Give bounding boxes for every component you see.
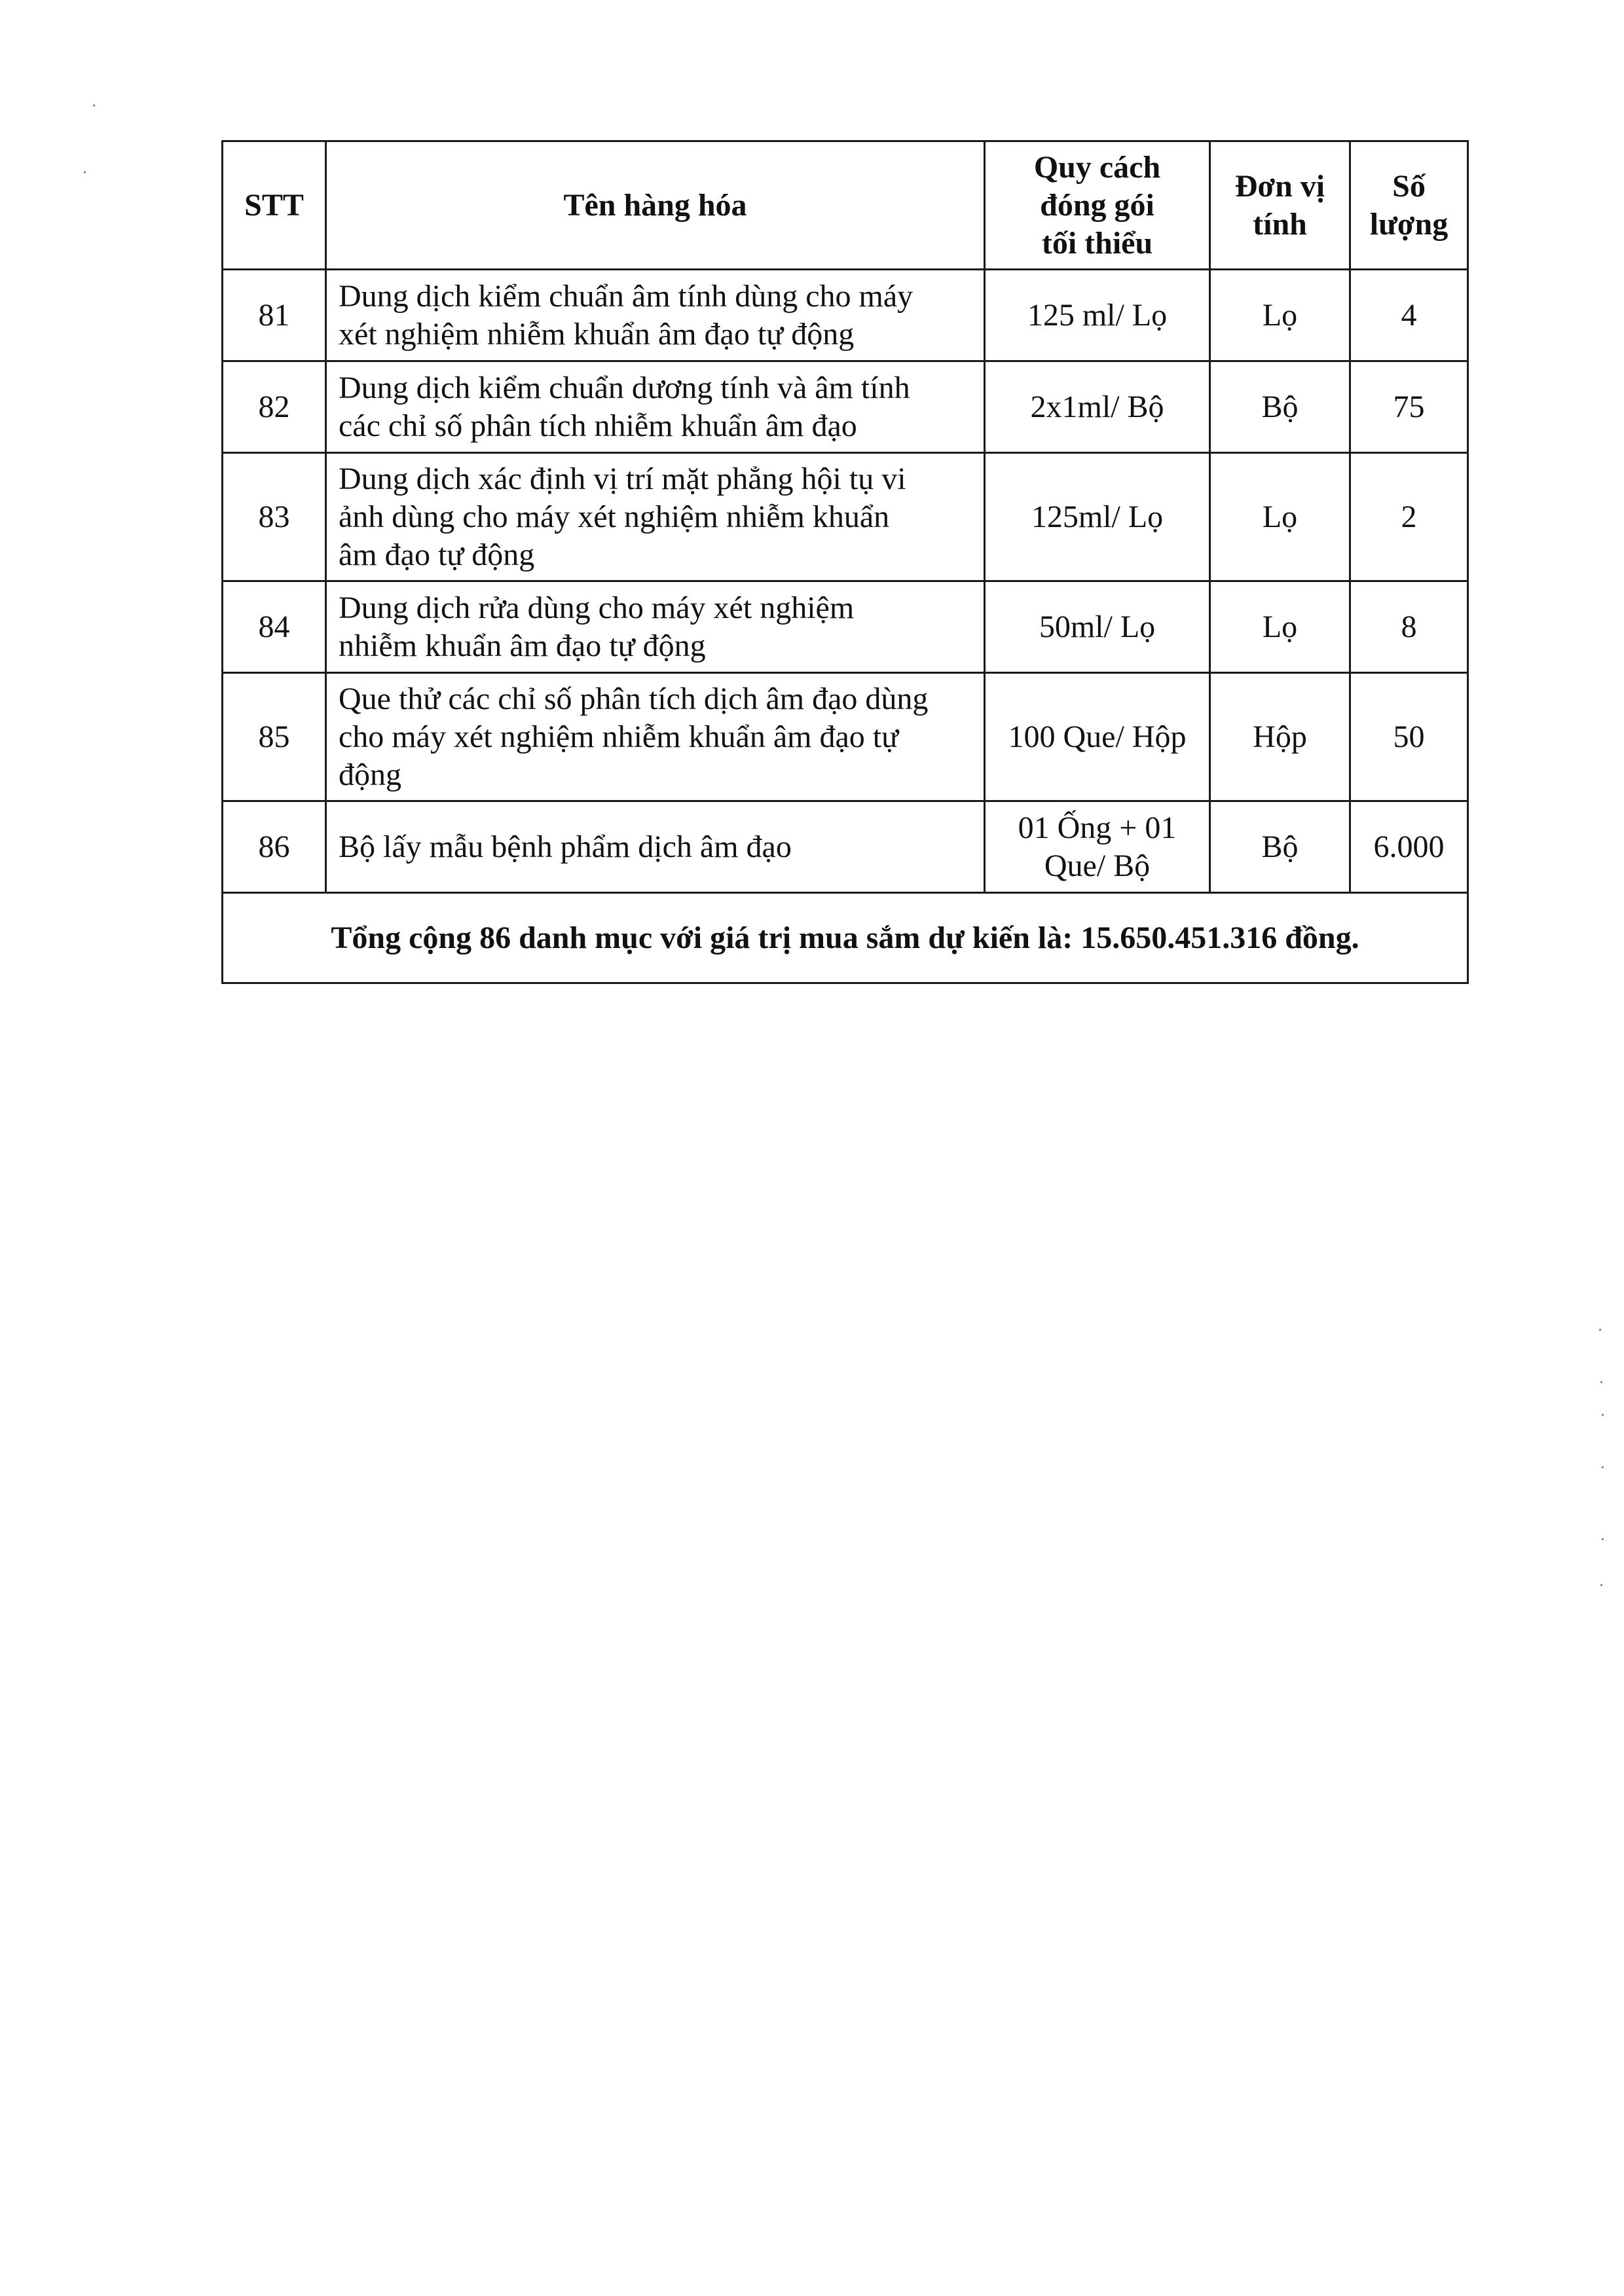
table-row (223, 453, 1468, 581)
row-unit: Lọ (1210, 453, 1350, 581)
row-quantity: 6.000 (1350, 801, 1468, 893)
row-stt: 85 (223, 673, 326, 801)
goods-table (221, 140, 1469, 984)
row-name-line: Dung dịch xác định vị trí mặt phẳng hội tụ vi (339, 461, 906, 496)
row-name (326, 673, 985, 801)
total-row (223, 893, 1468, 983)
header-packing (985, 141, 1210, 270)
table-row (223, 581, 1468, 673)
row-name-line: ảnh dùng cho máy xét nghiệm nhiễm khuẩn (339, 499, 890, 534)
header-packing-line: đóng gói (1040, 187, 1154, 223)
speck-mark: · (92, 98, 96, 115)
row-quantity: 2 (1350, 453, 1468, 581)
total-summary: Tổng cộng 86 danh mục với giá trị mua sắm dự kiến là: 15.650.451.316 đồng. (223, 893, 1468, 983)
row-name (326, 361, 985, 453)
speck-mark: · (1599, 1375, 1604, 1391)
row-name-line: Que thử các chỉ số phân tích dịch âm đạo dùng (339, 681, 929, 716)
row-name-line: các chỉ số phân tích nhiễm khuẩn âm đạo (339, 408, 857, 443)
row-unit: Bộ (1210, 801, 1350, 893)
row-quantity: 4 (1350, 270, 1468, 361)
header-unit (1210, 141, 1350, 270)
table-row (223, 673, 1468, 801)
row-unit: Bộ (1210, 361, 1350, 453)
row-unit: Hộp (1210, 673, 1350, 801)
row-packing (985, 270, 1210, 361)
row-name-line: xét nghiệm nhiễm khuẩn âm đạo tự động (339, 316, 855, 352)
header-stt: STT (223, 141, 326, 270)
row-packing (985, 581, 1210, 673)
speck-mark: · (1599, 1578, 1604, 1594)
row-name (326, 453, 985, 581)
row-quantity: 75 (1350, 361, 1468, 453)
row-packing (985, 673, 1210, 801)
table-row (223, 361, 1468, 453)
header-name: Tên hàng hóa (326, 141, 985, 270)
header-quantity-line: Số (1392, 168, 1426, 204)
row-stt: 84 (223, 581, 326, 673)
row-packing-line: 100 Que/ Hộp (1008, 719, 1187, 754)
row-name (326, 270, 985, 361)
row-stt: 81 (223, 270, 326, 361)
speck-mark: · (1600, 1460, 1605, 1476)
row-stt: 82 (223, 361, 326, 453)
header-packing-line: tối thiểu (1041, 225, 1153, 261)
row-name-line: âm đạo tự động (339, 537, 535, 572)
row-packing-line: 50ml/ Lọ (1039, 609, 1156, 644)
row-name-line: nhiễm khuẩn âm đạo tự động (339, 628, 706, 663)
header-unit-line: tính (1253, 206, 1307, 242)
row-name-line: Dung dịch kiểm chuẩn âm tính dùng cho máy (339, 278, 913, 314)
row-packing-line: Que/ Bộ (1044, 848, 1151, 883)
row-packing-line: 2x1ml/ Bộ (1030, 389, 1164, 424)
row-packing-line: 125ml/ Lọ (1031, 499, 1164, 534)
header-packing-line: Quy cách (1033, 149, 1161, 185)
speck-mark: · (1598, 1322, 1602, 1339)
row-quantity: 50 (1350, 673, 1468, 801)
header-quantity (1350, 141, 1468, 270)
row-name-line: Bộ lấy mẫu bệnh phẩm dịch âm đạo (339, 829, 792, 864)
row-name-line: cho máy xét nghiệm nhiễm khuẩn âm đạo tự (339, 719, 899, 754)
row-name-line: Dung dịch kiểm chuẩn dương tính và âm tính (339, 370, 910, 405)
row-stt: 83 (223, 453, 326, 581)
speck-mark: · (1600, 1532, 1605, 1548)
row-unit: Lọ (1210, 270, 1350, 361)
table-header-row (223, 141, 1468, 270)
row-stt: 86 (223, 801, 326, 893)
row-unit: Lọ (1210, 581, 1350, 673)
row-name (326, 581, 985, 673)
header-unit-line: Đơn vị (1234, 168, 1325, 204)
row-name-line: động (339, 757, 401, 792)
row-name (326, 801, 985, 893)
row-name-line: Dung dịch rửa dùng cho máy xét nghiệm (339, 590, 855, 625)
speck-mark: · (1600, 1408, 1605, 1424)
speck-mark: · (83, 165, 87, 181)
row-packing (985, 361, 1210, 453)
row-quantity: 8 (1350, 581, 1468, 673)
row-packing-line: 01 Ống + 01 (1018, 810, 1177, 845)
row-packing (985, 453, 1210, 581)
row-packing (985, 801, 1210, 893)
row-packing-line: 125 ml/ Lọ (1027, 297, 1168, 333)
table-row (223, 801, 1468, 893)
header-quantity-line: lượng (1369, 206, 1449, 242)
table-row (223, 270, 1468, 361)
